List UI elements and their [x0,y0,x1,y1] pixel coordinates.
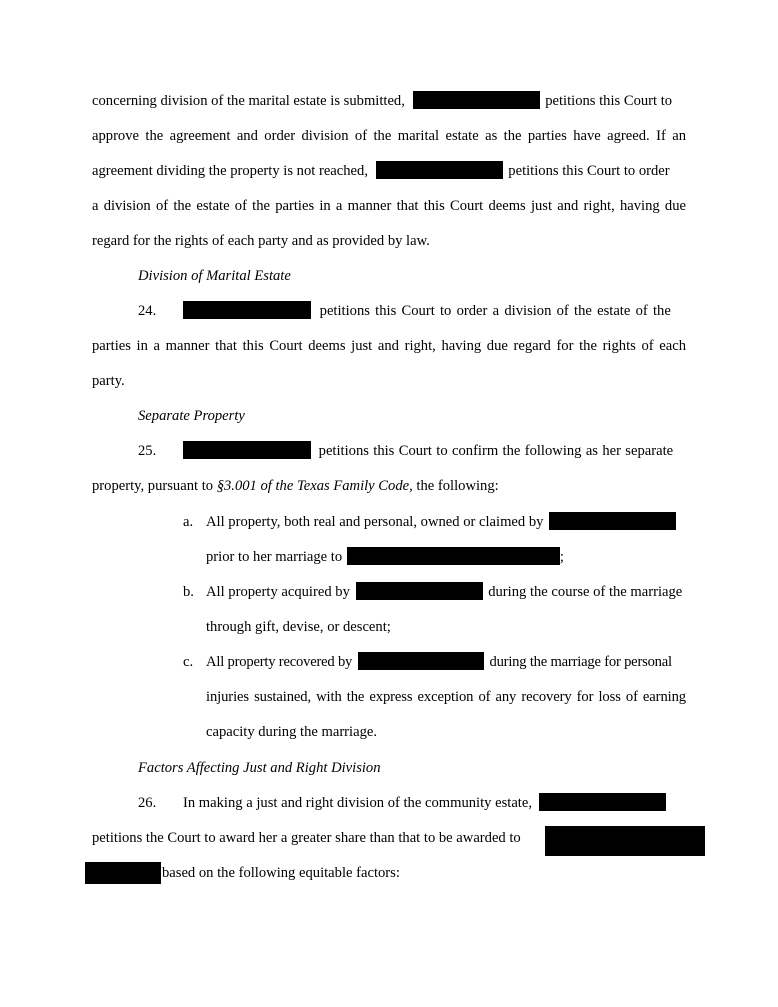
p23-line-4 [92,196,686,216]
heading-division-of-marital-estate: Division of Marital Estate [138,268,291,284]
item-b-marker: b. [183,584,194,600]
item-c-text-1b: during the marriage for personal [489,654,672,670]
heading-separate-property: Separate Property [138,408,245,424]
item-c-line-2 [206,687,686,707]
redaction-block [183,441,311,459]
redaction-block [347,547,560,565]
item-c-marker: c. [183,654,194,670]
item-a-line-2 [206,547,564,567]
p23-text-1b: petitions this Court to [545,93,673,109]
p24-text-2: parties in a manner that this Court deems just and right, having due regard for the rights of each [92,338,686,354]
p26-line-1 [183,793,666,813]
p23-text-4: a division of the estate of the parties in a manner that this Court deems just and right, having due [92,198,686,214]
p24-line-3: party. [92,373,125,389]
item-b-text-1a: All property acquired by [206,584,350,600]
p26-line-2 [92,828,521,848]
p25-number: 25. [138,443,157,459]
p23-line-3 [92,161,670,181]
heading-factors-just-right-division: Factors Affecting Just and Right Division [138,760,381,776]
texas-family-code-citation: §3.001 of the Texas Family Code [216,478,410,494]
p23-line-5 [92,231,430,251]
redaction-block [376,161,503,179]
p26-text-2: petitions the Court to award her a greater share than that to be awarded to [92,830,521,846]
p23-text-2: approve the agreement and order division of the marital estate as the parties have agreed. If an [92,128,686,144]
p23-text-3b: petitions this Court to order [508,163,670,179]
item-c-line-1 [206,652,672,672]
redaction-block [549,512,676,530]
item-b-text-1b: during the course of the marriage [488,584,683,600]
p25-text-2c: , the following: [409,478,499,494]
redaction-block [539,793,666,811]
p26-line-3: based on the following equitable factors: [162,865,400,881]
p23-text-5: regard for the rights of each party and as provided by law. [92,233,430,249]
p23-text-1a: concerning division of the marital estate is submitted, [92,93,405,109]
p24-text-1: petitions this Court to order a division of the estate of the [319,303,671,319]
redaction-block [85,862,161,884]
redaction-block [183,301,311,319]
item-b-line-1 [206,582,682,602]
p23-line-1 [92,91,672,111]
item-a-marker: a. [183,514,194,530]
item-a-text-1: All property, both real and personal, owned or claimed by [206,514,544,530]
redaction-block [356,582,483,600]
redaction-block [413,91,540,109]
p23-text-3a: agreement dividing the property is not reached, [92,163,368,179]
item-b-line-2: through gift, devise, or descent; [206,619,391,635]
item-c-text-2: injuries sustained, with the express exception of any recovery for loss of earning [206,689,686,705]
p25-text-1: petitions this Court to confirm the following as her separate [318,443,674,459]
p23-line-2 [92,126,686,146]
item-a-text-2a: prior to her marriage to [206,549,343,565]
p25-line-1 [183,441,673,461]
p24-line-2 [92,336,686,356]
p24-number: 24. [138,303,157,319]
p25-line-2 [92,476,499,496]
redaction-block [358,652,484,670]
p26-number: 26. [138,795,157,811]
p26-text-1: In making a just and right division of the community estate, [183,795,532,811]
p24-line-1 [183,301,671,321]
p25-text-2a: property, pursuant to [92,478,217,494]
item-a-text-2b: ; [559,549,564,565]
item-c-text-1a: All property recovered by [206,654,353,670]
item-a-line-1 [206,512,676,532]
redaction-block-large [545,826,705,856]
item-c-line-3: capacity during the marriage. [206,724,377,740]
